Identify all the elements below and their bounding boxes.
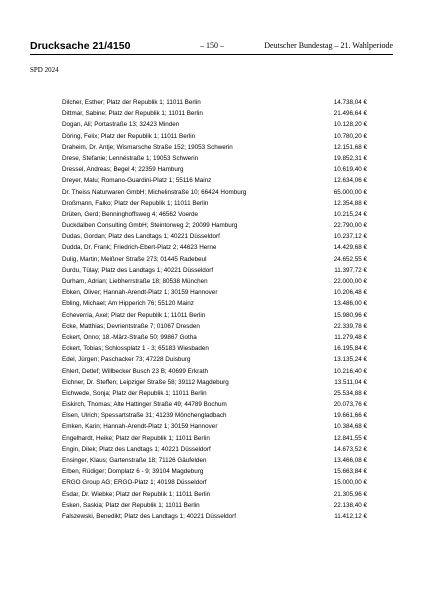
donor-name: Falszewski, Benedikt; Platz des Landtags 1; 40221 Düsseldorf xyxy=(62,512,236,520)
list-item xyxy=(62,187,367,198)
list-item xyxy=(62,466,367,477)
donation-amount: 15.663,84 € xyxy=(333,468,367,476)
donation-amount: 21.496,64 € xyxy=(333,110,367,118)
donation-amount: 14.738,04 € xyxy=(333,99,367,106)
list-item xyxy=(62,298,367,309)
list-item xyxy=(62,332,367,343)
donation-amount: 13.466,08 € xyxy=(333,457,367,464)
donor-name: Ecke, Matthias; Devrientstraße 7; 01067 Dresden xyxy=(62,322,200,330)
donor-name: Esken, Saskia; Platz der Republik 1; 11011 Berlin xyxy=(62,501,200,509)
donation-amount: 10.206,48 € xyxy=(333,289,367,297)
donation-amount: 22.790,00 € xyxy=(333,222,367,230)
donor-name: Döring, Felix; Platz der Republik 1; 11011 Berlin xyxy=(62,132,196,140)
list-item xyxy=(62,265,367,276)
donor-name: Eichwede, Sonja; Platz der Republik 1; 11011 Berlin xyxy=(62,389,207,397)
list-item xyxy=(62,410,367,421)
list-item xyxy=(62,287,367,298)
donation-amount: 10.128,20 € xyxy=(333,121,367,129)
list-item xyxy=(62,131,367,142)
donor-name: Durdu, Tülay; Platz des Landtags 1; 40221 Düsseldorf xyxy=(62,266,214,274)
donation-amount: 13.511,04 € xyxy=(334,378,367,386)
list-item xyxy=(62,276,367,287)
list-item xyxy=(62,310,367,321)
list-item xyxy=(62,242,367,253)
list-item xyxy=(62,231,367,242)
list-item xyxy=(62,220,367,231)
donation-amount: 10.384,68 € xyxy=(333,423,367,431)
list-item xyxy=(62,209,367,220)
list-item xyxy=(62,489,367,500)
donation-amount: 12.354,88 € xyxy=(333,199,367,207)
donor-name: Elsen, Ulrich; Spessartstraße 31; 41239 Mönchengladbach xyxy=(62,412,227,420)
list-item xyxy=(62,119,367,130)
donor-name: Ehlert, Detlef; Willbecker Busch 23 B; 40699 Erkrath xyxy=(62,367,208,375)
donor-name: Dittmar, Sabine; Platz der Republik 1; 11011 Berlin xyxy=(62,110,203,118)
list-item xyxy=(62,97,367,108)
donation-amount: 11.412,12 € xyxy=(334,512,367,520)
donor-name: Dreyer, Malu; Romano-Guardini-Platz 1; 55116 Mainz xyxy=(62,177,212,185)
page-header xyxy=(30,40,393,55)
donation-amount: 15.000,00 € xyxy=(333,479,367,487)
donor-name: Eichner, Dr. Steffen; Leipziger Straße 58; 39112 Magdeburg xyxy=(62,378,229,386)
donor-name: Dressel, Andreas; Begel 4; 22359 Hamburg xyxy=(62,166,184,174)
donor-name: Emken, Karin; Hannah-Arendt-Platz 1; 30159 Hannover xyxy=(62,423,218,431)
list-item xyxy=(62,444,367,455)
donor-name: Dilcher, Esther; Platz der Republik 1; 11011 Berlin xyxy=(62,99,201,106)
donor-name: Edel, Jürgen; Paschacker 73; 47228 Duisburg xyxy=(62,356,191,364)
donation-amount: 22.339,78 € xyxy=(333,322,367,330)
donation-amount: 19.661,66 € xyxy=(333,412,367,420)
donor-name: Eckert, Tobias; Schlossplatz 1 - 3; 65183 Wiesbaden xyxy=(62,345,209,353)
list-item xyxy=(62,421,367,432)
list-item xyxy=(62,254,367,265)
donation-amount: 15.980,96 € xyxy=(333,311,367,319)
document-id: Drucksache 21/4150 xyxy=(30,40,131,52)
donor-name: Dr. Theiss Naturwaren GmbH; Michelinstraße 10; 66424 Homburg xyxy=(62,188,247,196)
list-item xyxy=(62,198,367,209)
donation-amount: 14.673,52 € xyxy=(333,445,367,453)
donation-amount: 25.534,88 € xyxy=(333,389,367,397)
donation-amount: 10.216,40 € xyxy=(333,367,367,375)
donor-name: Dogan, Ali; Portastraße 13; 32423 Minden xyxy=(62,121,180,129)
donor-name: Duckdalben Consulting GmbH; Steintorweg 2; 20099 Hamburg xyxy=(62,222,238,230)
donor-name: ERGO Group AG; ERGO-Platz 1; 40198 Düsseldorf xyxy=(62,479,207,487)
list-item xyxy=(62,455,367,466)
donation-amount: 20.073,76 € xyxy=(333,401,367,409)
donation-amount: 19.852,31 € xyxy=(333,154,367,162)
donor-name: Engelhardt, Heike; Platz der Republik 1; 11011 Berlin xyxy=(62,434,210,442)
donation-amount: 14.429,68 € xyxy=(333,244,367,252)
donation-amount: 22.000,00 € xyxy=(333,278,367,285)
list-item xyxy=(62,142,367,153)
donation-amount: 21.305,96 € xyxy=(333,490,367,498)
donor-name: Erben, Rüdiger; Domplatz 6 - 9; 39104 Magdeburg xyxy=(62,468,204,476)
donor-name: Eckert, Onno; 18.-März-Straße 50; 99867 Gotha xyxy=(62,333,197,341)
donation-amount: 22.138,40 € xyxy=(333,501,367,509)
donor-name: Droßmann, Falko; Platz der Republik 1; 11011 Berlin xyxy=(62,199,209,207)
donation-amount: 24.652,55 € xyxy=(333,255,367,263)
list-item xyxy=(62,511,367,522)
page-number: – 150 – xyxy=(200,41,224,50)
list-item xyxy=(62,164,367,175)
donor-name: Eiskirch, Thomas; Alte Hattinger Straße 49; 44789 Bochum xyxy=(62,401,227,409)
donor-name: Dudda, Dr. Frank; Friedrich-Ebert-Platz 2; 44623 Herne xyxy=(62,244,217,252)
donation-amount: 13.135,24 € xyxy=(333,356,367,364)
list-item xyxy=(62,388,367,399)
donation-amount: 16.195,84 € xyxy=(333,345,367,353)
donor-name: Esdar, Dr. Wiebke; Platz der Republik 1; 11011 Berlin xyxy=(62,490,211,498)
list-item xyxy=(62,108,367,119)
donation-list xyxy=(62,97,367,522)
donor-name: Draheim, Dr. Antje; Wismarsche Straße 152; 19053 Schwerin xyxy=(62,143,233,151)
donor-name: Engin, Dilek; Platz des Landtags 1; 40221 Düsseldorf xyxy=(62,445,211,453)
donor-name: Drese, Stefanie; Lennéstraße 1; 19053 Schwerin xyxy=(62,154,199,162)
donor-name: Ebken, Oliver; Hannah-Arendt-Platz 1; 30159 Hannover xyxy=(62,289,218,297)
donor-name: Echeverria, Axel; Platz der Republik 1; 11011 Berlin xyxy=(62,311,206,319)
list-item xyxy=(62,321,367,332)
donation-amount: 12.841,55 € xyxy=(333,434,367,442)
donation-amount: 12.151,68 € xyxy=(333,143,367,151)
donor-name: Durham, Adrian; Liebherrstraße 18; 80538 München xyxy=(62,278,208,285)
donor-name: Drüten, Gerd; Benninghoffsweg 4; 46562 Voerde xyxy=(62,210,199,218)
list-item xyxy=(62,366,367,377)
donor-name: Ensinger, Klaus; Gartenstraße 18; 71126 Gäufelden xyxy=(62,457,207,464)
list-item xyxy=(62,377,367,388)
donation-amount: 10.619,40 € xyxy=(333,166,367,174)
donor-name: Dudas, Gordan; Platz des Landtags 1; 40221 Düsseldorf xyxy=(62,233,220,241)
list-item xyxy=(62,500,367,511)
donation-amount: 10.780,20 € xyxy=(333,132,367,140)
donation-amount: 11.279,48 € xyxy=(334,333,367,341)
donation-amount: 10.237,12 € xyxy=(333,233,367,241)
list-item xyxy=(62,175,367,186)
list-item xyxy=(62,153,367,164)
list-item xyxy=(62,433,367,444)
section-heading: SPD 2024 xyxy=(30,66,59,74)
donor-name: Dulig, Martin; Meißner Straße 273; 01445 Radebeul xyxy=(62,255,207,263)
list-item xyxy=(62,343,367,354)
list-item xyxy=(62,477,367,488)
donation-amount: 13.486,00 € xyxy=(333,300,367,308)
list-item xyxy=(62,399,367,410)
donor-name: Ebling, Michael; Am Hipperich 76; 55120 Mainz xyxy=(62,300,194,308)
donation-amount: 10.215,24 € xyxy=(333,210,367,218)
list-item xyxy=(62,354,367,365)
donation-amount: 65.000,00 € xyxy=(333,188,367,196)
donation-amount: 11.397,72 € xyxy=(334,266,367,274)
donation-amount: 12.634,06 € xyxy=(333,177,367,185)
parliament-label: Deutscher Bundestag – 21. Wahlperiode xyxy=(264,41,393,50)
